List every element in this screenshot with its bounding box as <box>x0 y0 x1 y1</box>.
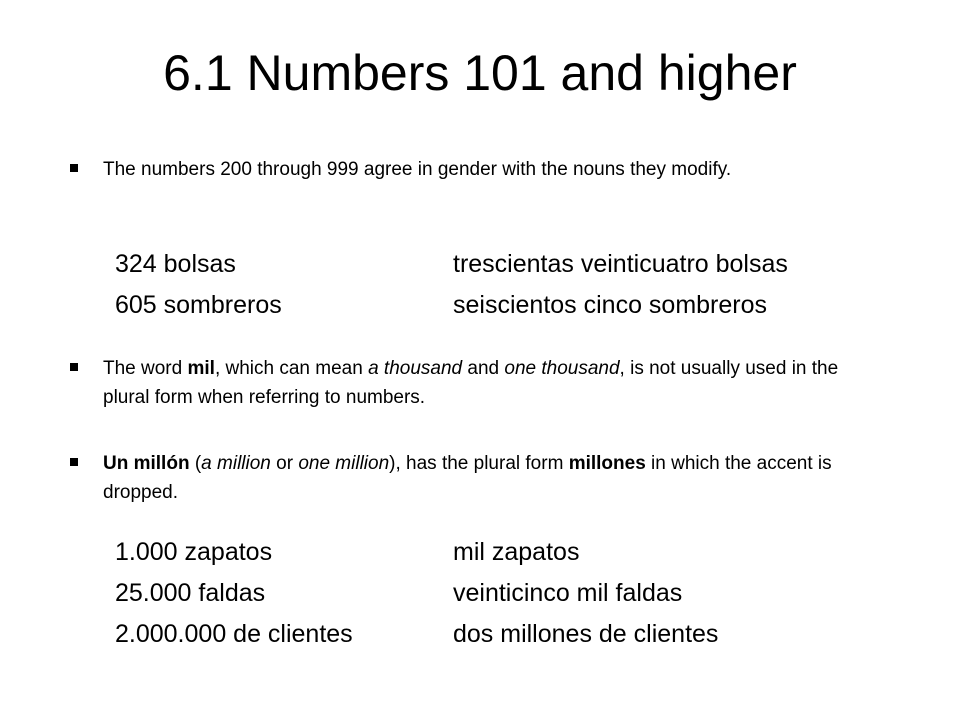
bullet-text-segment: mil <box>187 358 215 379</box>
example-number: 324 bolsas <box>115 250 236 278</box>
bullet-text-segment: The word <box>103 358 188 379</box>
bullet-text-segment: , which can mean <box>214 358 369 379</box>
bullet-text-segment: in which the accent is dropped. <box>103 453 832 503</box>
example-words: trescientas veinticuatro bolsas <box>453 250 788 278</box>
example-words: seiscientos cinco sombreros <box>453 291 768 319</box>
example-number: 25.000 faldas <box>115 579 266 607</box>
bullet-text-segment: one million <box>298 453 390 474</box>
table-row <box>115 614 718 655</box>
bullet-text-segment: one thousand <box>504 358 620 379</box>
bullet-gender-agreement <box>70 155 870 184</box>
square-bullet-icon <box>70 363 78 371</box>
example-number: 1.000 zapatos <box>115 538 273 566</box>
bullet-millon <box>70 449 870 507</box>
bullet-text-segment: The numbers 200 through 999 agree in gender with the nouns they modify. <box>103 159 732 180</box>
bullet-mil <box>70 354 870 412</box>
bullet-text-segment: ( <box>189 453 202 474</box>
table-row <box>115 573 718 614</box>
example-words: dos millones de clientes <box>453 620 719 648</box>
square-bullet-icon <box>70 458 78 466</box>
bullet-text <box>103 155 870 184</box>
bullet-text <box>103 354 870 412</box>
example-words: veinticinco mil faldas <box>453 579 683 607</box>
example-words: mil zapatos <box>453 538 580 566</box>
bullet-text-segment: , is not usually used in the plural form when referring to numbers. <box>103 358 839 408</box>
examples-table-thousands <box>115 532 718 655</box>
bullet-text <box>103 449 870 507</box>
examples-table-hundreds <box>115 244 788 326</box>
bullet-text-segment: millones <box>568 453 646 474</box>
bullet-text-segment: and <box>462 358 505 379</box>
bullet-text-segment: ), has the plural form <box>389 453 569 474</box>
square-bullet-icon <box>70 164 78 172</box>
bullet-text-segment: or <box>270 453 299 474</box>
table-row <box>115 532 718 573</box>
table-row <box>115 244 788 285</box>
table-row <box>115 285 788 326</box>
example-number: 2.000.000 de clientes <box>115 620 353 648</box>
example-number: 605 sombreros <box>115 291 282 319</box>
slide-title: 6.1 Numbers 101 and higher <box>163 45 797 101</box>
bullet-text-segment: a thousand <box>368 358 463 379</box>
bullet-text-segment: Un millón <box>103 453 190 474</box>
bullet-text-segment: a million <box>201 453 271 474</box>
